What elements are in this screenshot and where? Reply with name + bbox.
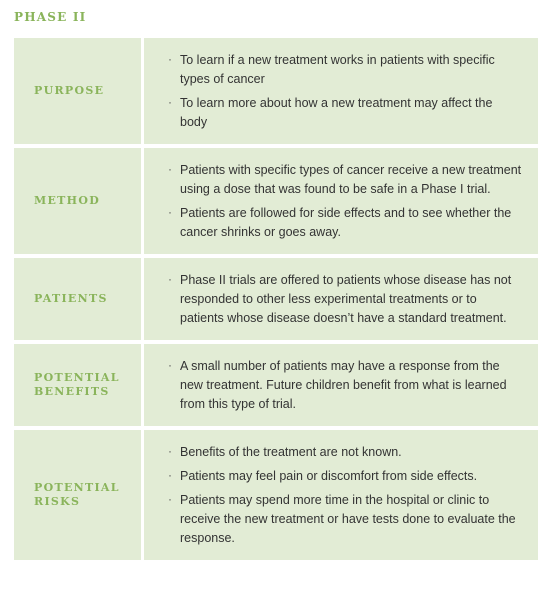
table-row-potential-risks [14, 430, 538, 560]
list-item [168, 94, 522, 132]
bullet-icon: · [168, 444, 172, 458]
list-item-text: To learn more about how a new treatment may affect the body [180, 96, 493, 129]
table-row-potential-benefits [14, 344, 538, 430]
list-item-text: Benefits of the treatment are not known. [180, 445, 402, 459]
row-content-cell [144, 38, 538, 144]
row-label-cell [14, 258, 144, 340]
row-label-cell [14, 430, 144, 560]
list-item-text: Patients may feel pain or discomfort from side effects. [180, 469, 478, 483]
page-title: PHASE II [14, 10, 87, 24]
row-content-cell [144, 148, 538, 254]
row-content-cell [144, 258, 538, 340]
table-row-method [14, 148, 538, 258]
bullet-icon: · [168, 95, 172, 109]
list-item-text: Patients may spend more time in the hospital or clinic to receive the new treatment or have tests done to evaluate the response. [180, 493, 516, 545]
bullet-icon: · [168, 52, 172, 66]
table-row-patients [14, 258, 538, 344]
list-item-text: A small number of patients may have a response from the new treatment. Future children benefit from what is learned from this type of trial. [180, 359, 507, 411]
list-item [168, 491, 522, 548]
list-item-text: Patients are followed for side effects and to see whether the cancer shrinks or goes away. [180, 206, 512, 239]
row-label-potential-benefits: POTENTIAL BENEFITS [34, 371, 120, 398]
bullet-icon: · [168, 162, 172, 176]
list-item [168, 467, 522, 486]
row-label-patients: PATIENTS [34, 292, 108, 305]
list-item-text: To learn if a new treatment works in patients with specific types of cancer [180, 53, 495, 86]
list-item-text: Phase II trials are offered to patients whose disease has not responded to other less experimental treatments or to patients whose disease doesn’t have a standard treatment. [180, 273, 512, 325]
list-item [168, 161, 522, 199]
row-label-purpose: PURPOSE [34, 84, 105, 97]
bullet-icon: · [168, 468, 172, 482]
list-item [168, 204, 522, 242]
list-item [168, 443, 522, 462]
bullet-icon: · [168, 272, 172, 286]
list-item-text: Patients with specific types of cancer receive a new treatment using a dose that was found to be safe in a Phase I trial. [180, 163, 522, 196]
row-label-potential-risks: POTENTIAL RISKS [34, 481, 120, 508]
row-content-cell [144, 430, 538, 560]
row-label-cell [14, 38, 144, 144]
row-label-method: METHOD [34, 194, 101, 207]
list-item [168, 271, 522, 328]
row-label-cell [14, 148, 144, 254]
bullet-icon: · [168, 358, 172, 372]
list-item [168, 51, 522, 89]
table-row-purpose [14, 38, 538, 148]
list-item [168, 357, 522, 414]
phase-table [14, 36, 538, 560]
row-content-cell [144, 344, 538, 426]
bullet-icon: · [168, 492, 172, 506]
row-label-cell [14, 344, 144, 426]
bullet-icon: · [168, 205, 172, 219]
